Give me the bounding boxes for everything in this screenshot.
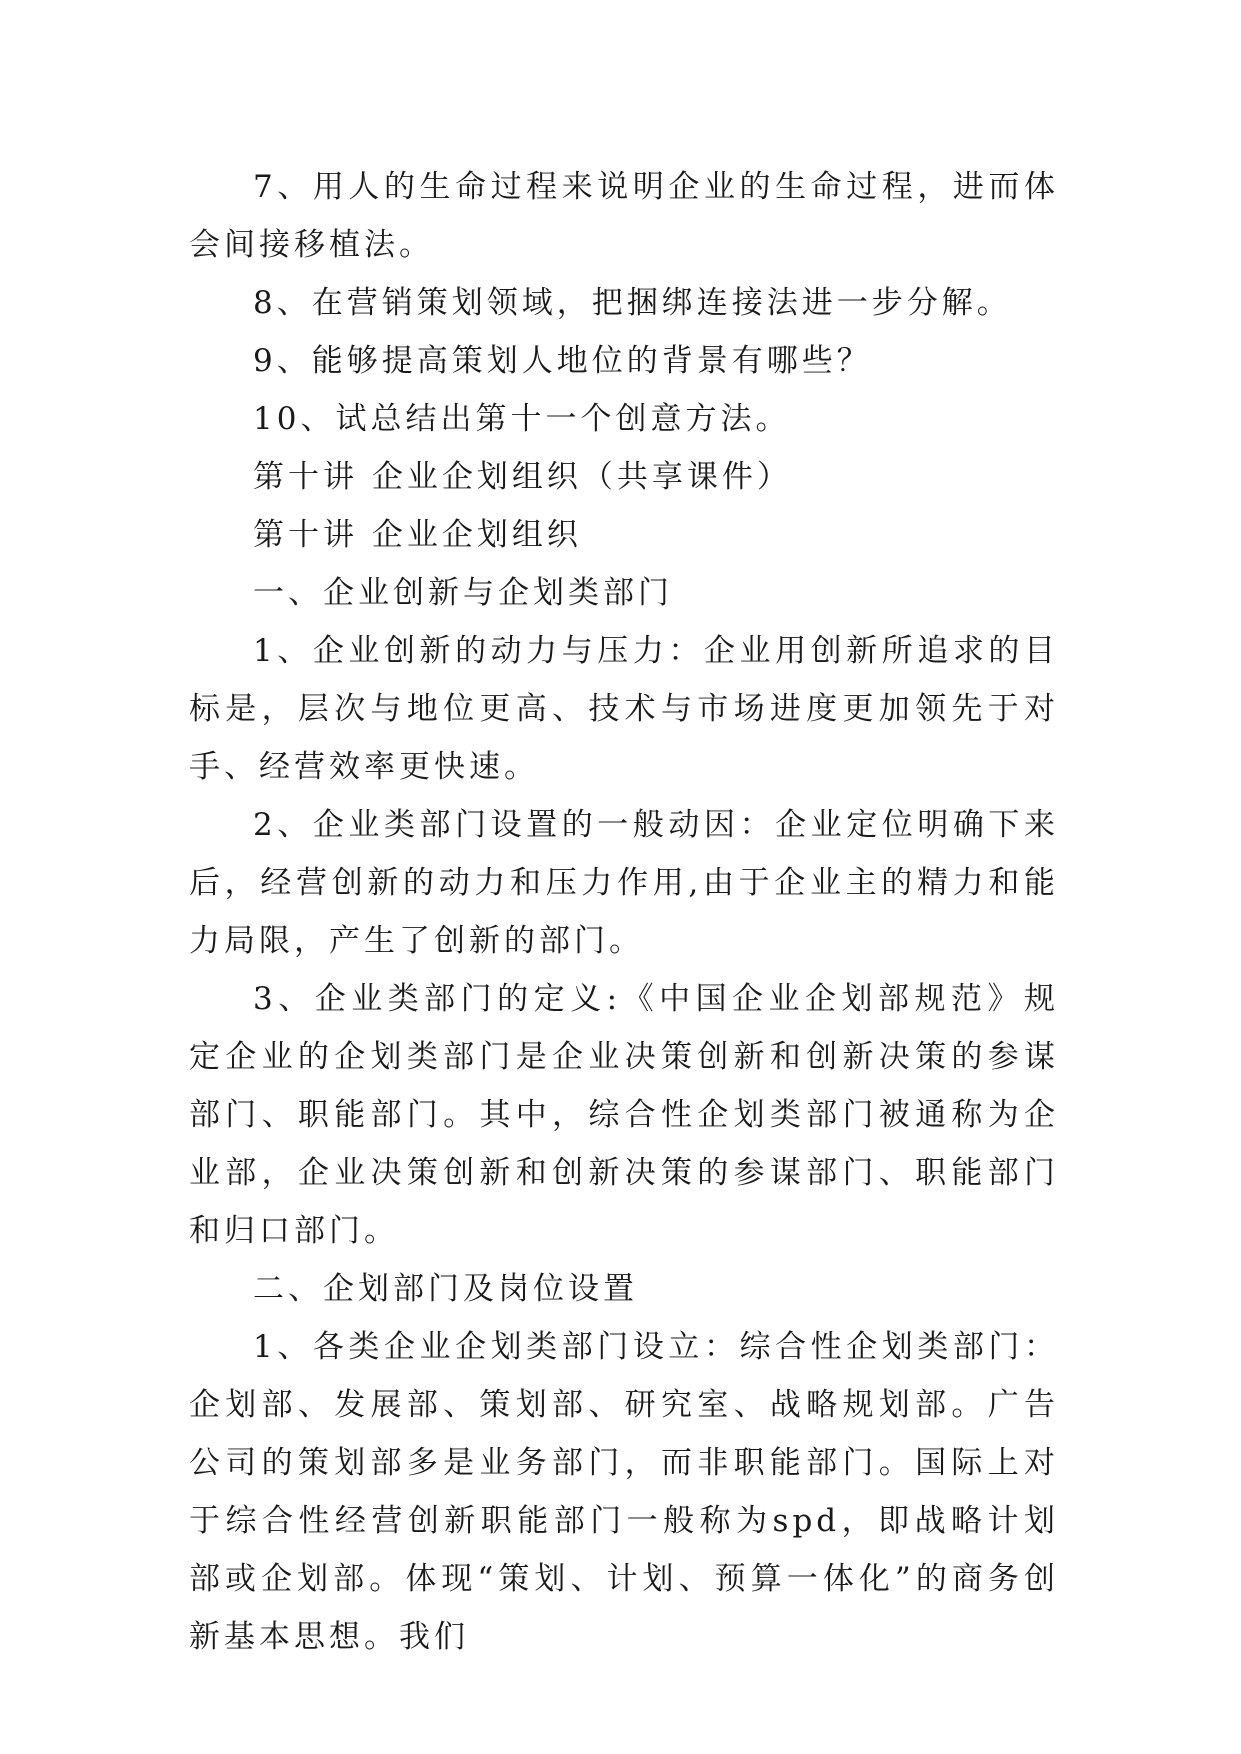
paragraph-department-definition: 3、企业类部门的定义:《中国企业企划部规范》规定企业的企划类部门是企业决策创新和创新决策的参谋部门、职能部门。其中，综合性企划类部门被通称为企业部，企业决策创新和创新决策的参谋部门、职能部门和归口部门。 xyxy=(189,981,1059,1249)
paragraph-innovation-pressure: 1、企业创新的动力与压力：企业用创新所追求的目标是，层次与地位更高、技术与市场进度更加领先于对手、经营效率更快速。 xyxy=(189,633,1059,785)
paragraph-department-motive: 2、企业类部门设置的一般动因：企业定位明确下来后，经营创新的动力和压力作用,由于企业主的精力和能力局限，产生了创新的部门。 xyxy=(189,807,1059,959)
lecture-title-shared: 第十讲 企业企划组织（共享课件） xyxy=(253,459,792,495)
paragraph-department-setup: 1、各类企业企划类部门设立：综合性企划类部门：企划部、发展部、策划部、研究室、战略规划部。广告公司的策划部多是业务部门，而非职能部门。国际上对于综合性经营创新职能部门一般称为spd，即战略计划部或企划部。体现“策划、计划、预算一体化”的商务创新基本思想。我们 xyxy=(189,1329,1059,1655)
section-heading-2: 二、企划部门及岗位设置 xyxy=(253,1271,638,1307)
question-9: 9、能够提高策划人地位的背景有哪些？ xyxy=(253,343,872,379)
lecture-title: 第十讲 企业企划组织 xyxy=(253,517,582,553)
section-heading-1: 一、企业创新与企划类部门 xyxy=(253,575,673,611)
document-body xyxy=(189,158,1059,1666)
question-10: 10、试总结出第十一个创意方法。 xyxy=(253,401,791,437)
question-7: 7、用人的生命过程来说明企业的生命过程，进而体会间接移植法。 xyxy=(189,169,1059,263)
question-8: 8、在营销策划领域，把捆绑连接法进一步分解。 xyxy=(253,285,1012,321)
